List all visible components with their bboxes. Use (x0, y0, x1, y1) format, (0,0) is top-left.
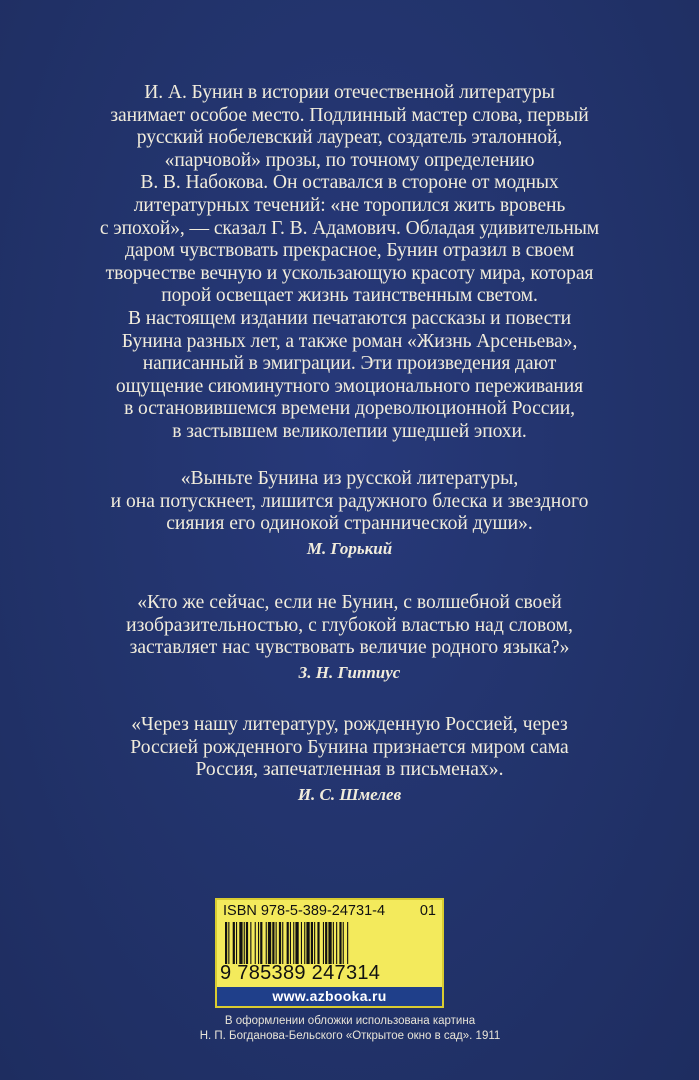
quote-shmelev (60, 714, 639, 807)
barcode-bar (295, 922, 298, 964)
isbn-addon: 01 (419, 903, 436, 919)
quote-gippius (60, 592, 639, 685)
credits-line: В оформлении обложки использована картина (224, 1015, 476, 1027)
isbn-label: ISBN 978-5-389-24731-4 (223, 903, 386, 919)
barcode-bar (287, 922, 289, 964)
credits-line: Н. П. Богданова-Бельского «Открытое окно в сад». 1911 (199, 1030, 501, 1042)
barcode-bar (250, 922, 251, 964)
quote-line: «Выньте Бунина из русской литературы, (180, 468, 519, 489)
description-line: И. А. Бунин в истории отечественной литературы (144, 82, 555, 103)
barcode-bar (293, 922, 294, 964)
description-text (60, 82, 639, 444)
barcode-bar (347, 922, 348, 964)
quote-line: заставляет нас чувствовать величие родного языка?» (129, 637, 570, 659)
barcode-bar (336, 922, 337, 964)
barcode-bar (290, 922, 291, 964)
description-line: русский нобелевский лауреат, создатель эталонной, (136, 127, 563, 149)
barcode-bar (258, 922, 259, 964)
isbn-barcode (215, 898, 444, 1008)
description-line: литературных течений: «не торопился жить вровень (133, 194, 566, 216)
barcode-bar (255, 922, 256, 964)
barcode-bar (246, 922, 248, 964)
barcode-bar (266, 922, 267, 964)
barcode-bar (343, 922, 344, 964)
barcode-bar (314, 922, 315, 964)
barcode-bar (228, 922, 229, 964)
barcode-bar (272, 922, 274, 964)
barcode-bar (239, 922, 242, 964)
description-line: «парчовой» прозы, по точному определению (164, 149, 535, 171)
barcode-bar (268, 922, 271, 964)
barcode-bar (306, 922, 309, 964)
website-link[interactable]: www.azbooka.ru (217, 987, 442, 1006)
quote-author: З. Н. Гиппиус (298, 662, 401, 682)
description-line: даром чувствовать прекрасное, Бунин отразил в своем (124, 240, 575, 262)
barcode-bar (279, 922, 281, 964)
barcode-bar (244, 922, 245, 964)
quote-gorky (60, 468, 639, 561)
description-line: Бунина разных лет, а также роман «Жизнь Арсеньева», (121, 330, 578, 352)
barcode-bar (328, 922, 331, 964)
quote-line: и она потускнеет, лишится радужного блеска и звездного (110, 490, 589, 512)
barcode-bars (225, 922, 434, 964)
description-line: ощущение сиюминутного эмоционального переживания (115, 375, 584, 397)
barcode-digits: 9 785389 247314 (220, 962, 381, 984)
barcode-bar (311, 922, 313, 964)
quote-author: И. С. Шмелев (297, 784, 402, 804)
barcode-bar (325, 922, 327, 964)
cover-credits (150, 1014, 550, 1044)
quote-line: изобразительностью, с глубокой властью над словом, (126, 614, 573, 636)
barcode-bar (260, 922, 262, 964)
barcode-bar (304, 922, 305, 964)
description-line: порой освещает жизнь таинственным светом. (161, 285, 538, 307)
barcode-bar (236, 922, 237, 964)
quote-line: «Через нашу литературу, рожденную Россией, через (131, 714, 568, 735)
barcode-bar (233, 922, 235, 964)
quote-line: Россия, запечатленная в письменах». (195, 759, 504, 781)
quote-line: «Кто же сейчас, если не Бунин, с волшебной своей (137, 592, 562, 613)
barcode-bar (333, 922, 334, 964)
description-line: написанный в эмиграции. Эти произведения дают (142, 353, 557, 375)
barcode-bar (225, 922, 227, 964)
description-line: творчестве вечную и ускользающую красоту мира, которая (105, 262, 594, 284)
description-line: В настоящем издании печатаются рассказы и повести (127, 307, 572, 329)
barcode-bar (323, 922, 324, 964)
description-line: занимает особое место. Подлинный мастер слова, первый (110, 104, 589, 126)
description-line: в застывшем великолепии ушедшей эпохи. (172, 420, 527, 442)
description-line: в остановившемся времени дореволюционной России, (124, 398, 575, 420)
barcode-bar (301, 922, 302, 964)
barcode-bar (282, 922, 283, 964)
quote-line: сияния его одинокой страннической души». (166, 513, 533, 535)
description-line: В. В. Набокова. Он оставался в стороне от модных (140, 172, 559, 194)
quote-author: М. Горький (306, 538, 393, 558)
quote-line: Россией рожденного Бунина признается миром сама (130, 736, 569, 758)
barcode-bar (317, 922, 319, 964)
isbn-row (223, 903, 436, 919)
barcode-bar (339, 922, 341, 964)
description-line: с эпохой», — сказал Г. В. Адамович. Обладая удивительным (99, 217, 600, 239)
barcode-bar (276, 922, 277, 964)
